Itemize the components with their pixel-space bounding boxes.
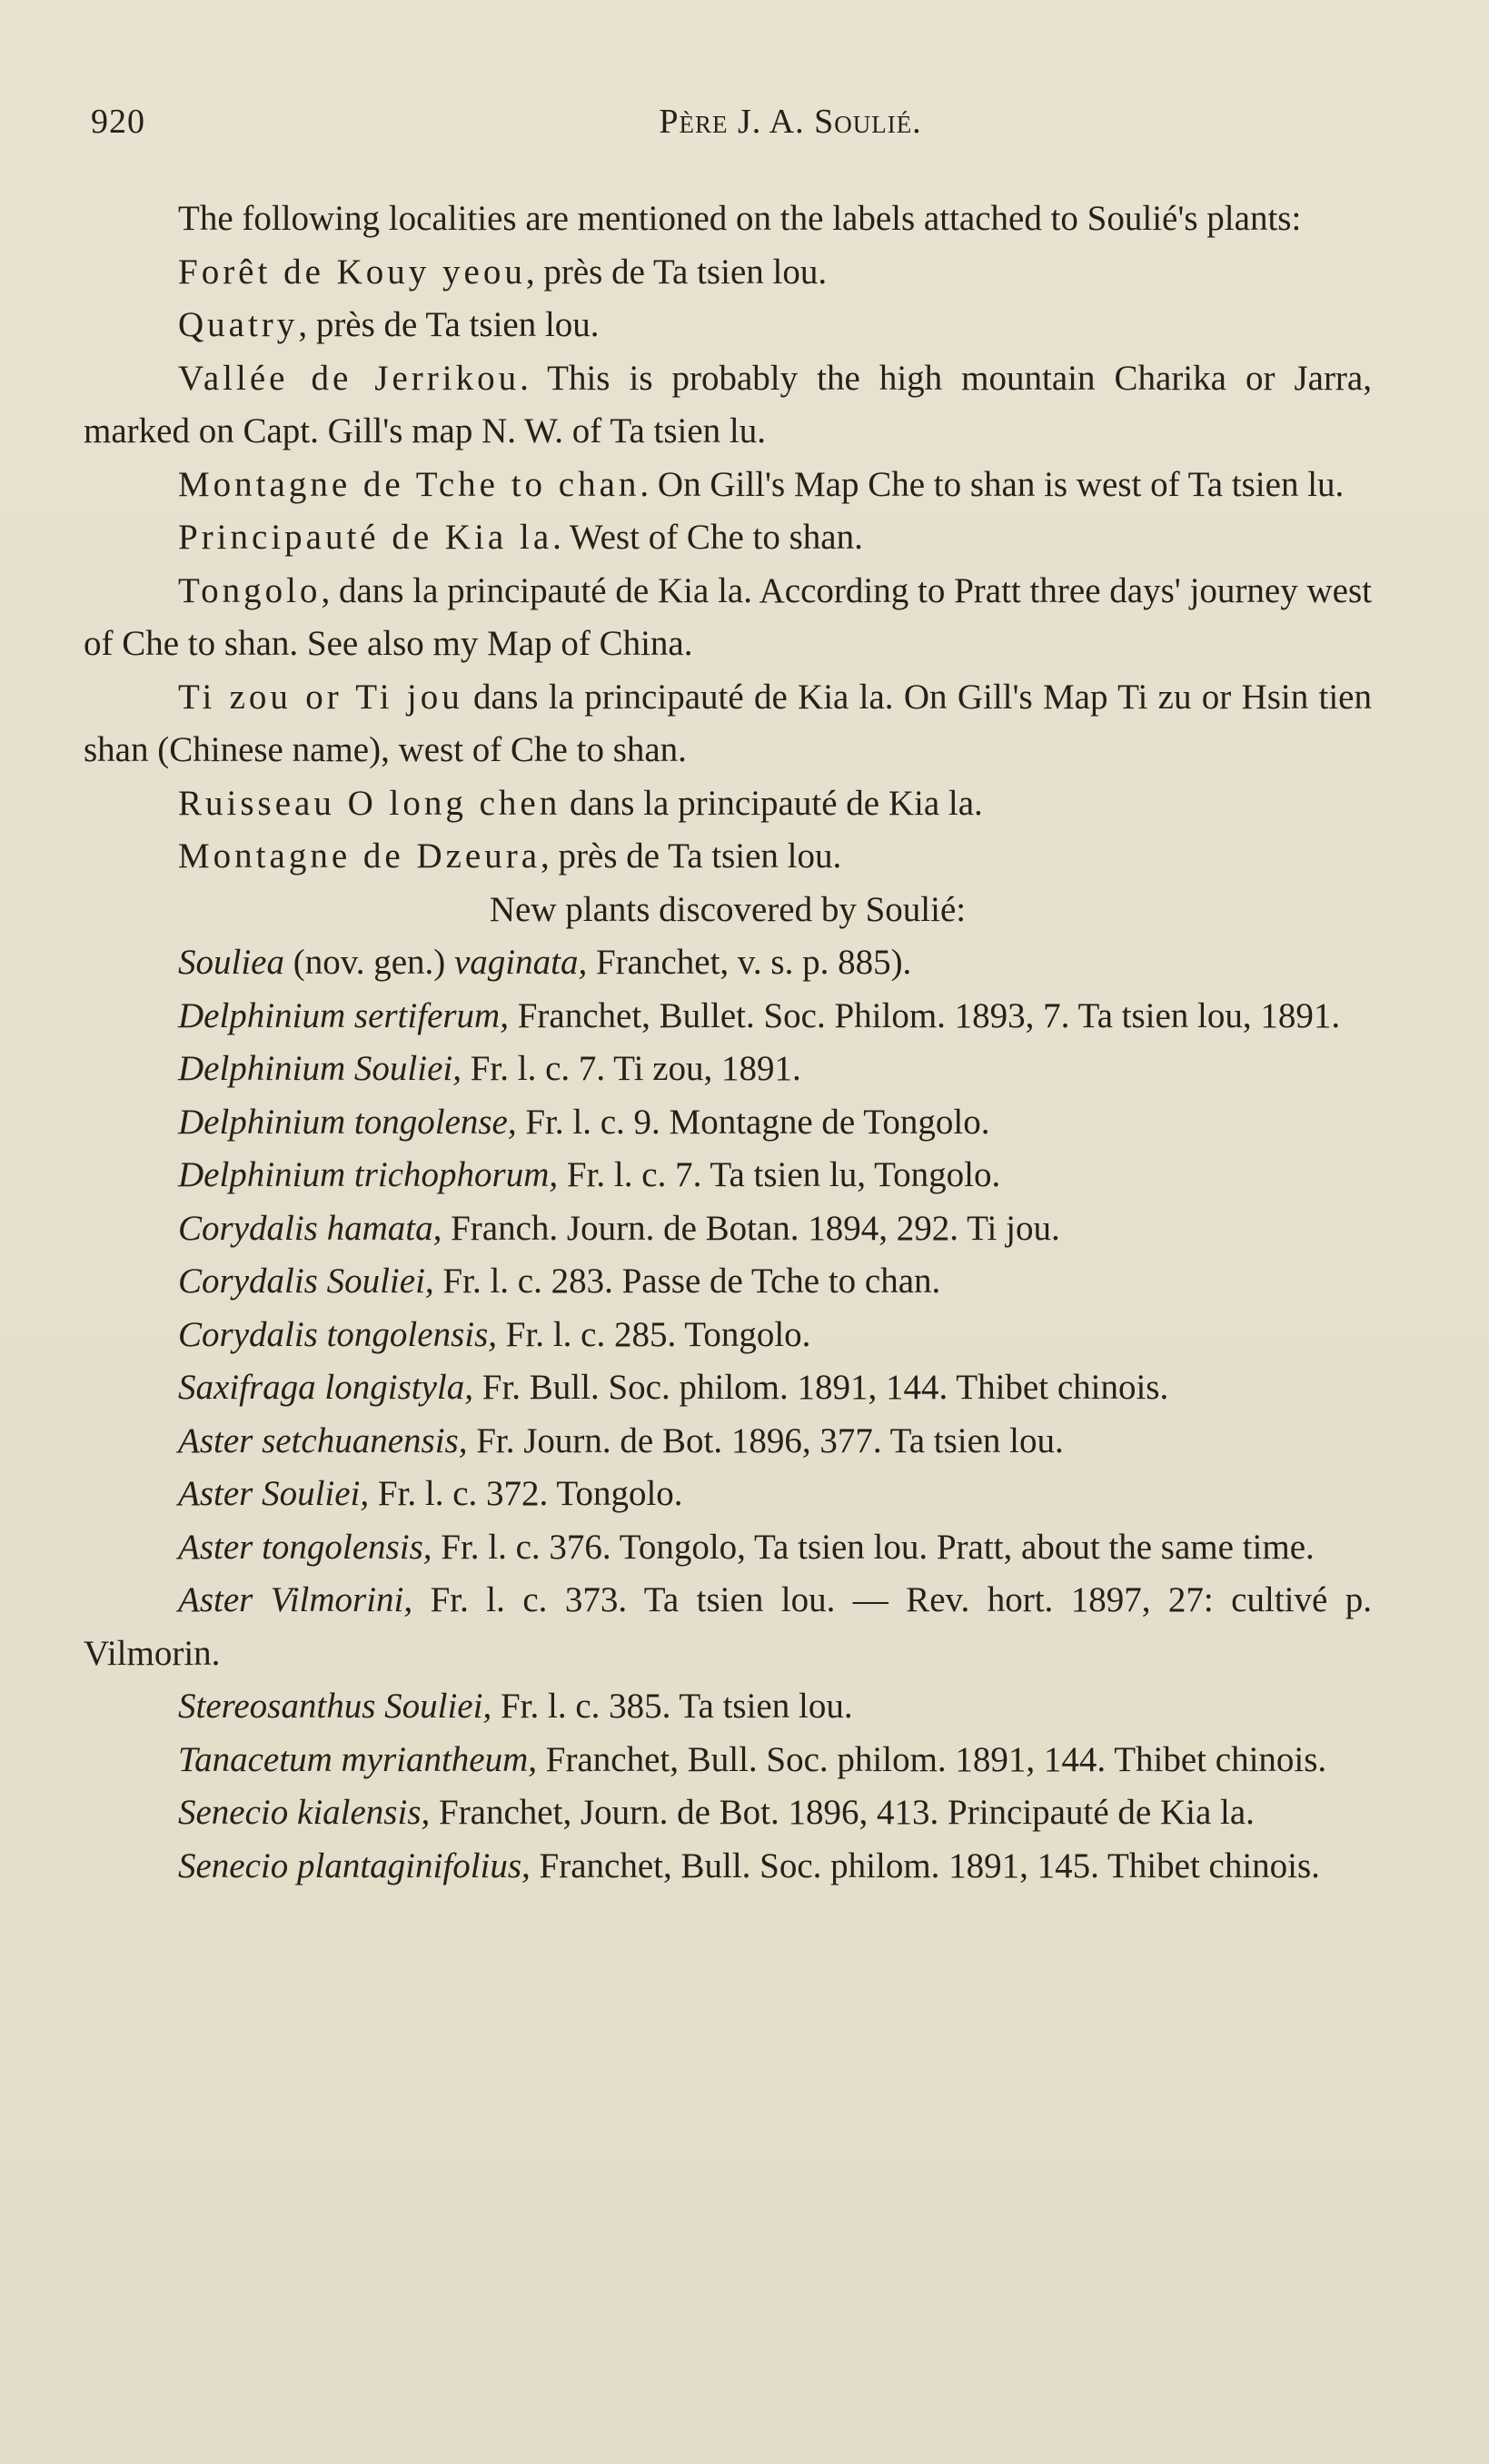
plant-entry bbox=[84, 1149, 1372, 1202]
locality-text: dans la principauté de Kia la. bbox=[561, 783, 983, 823]
plant-entry bbox=[84, 936, 1372, 990]
plant-entry bbox=[84, 1680, 1372, 1734]
intro-paragraph: The following localities are mentioned on the labels attached to Soulié's plants: bbox=[178, 199, 1302, 238]
locality-text: . West of Che to shan. bbox=[552, 518, 863, 557]
running-head: Père J. A. Soulié. bbox=[659, 103, 922, 141]
plant-entry bbox=[84, 1255, 1372, 1309]
plant-citation: Fr. l. c. 7. Ti zou, 1891. bbox=[461, 1049, 801, 1088]
plant-name: Corydalis tongolensis, bbox=[178, 1314, 498, 1354]
plant-name: Aster setchuanensis, bbox=[178, 1420, 468, 1460]
plant-species: vaginata, bbox=[454, 943, 588, 982]
locality-text: , près de Ta tsien lou. bbox=[525, 252, 828, 292]
locality-name: Montagne de Dzeura bbox=[178, 836, 541, 876]
plant-entry bbox=[84, 1096, 1372, 1150]
plant-citation: Franchet, Bull. Soc. philom. 1891, 144. Thibet chinois. bbox=[537, 1739, 1327, 1779]
plant-citation: Fr. l. c. 372. Tongolo. bbox=[369, 1474, 683, 1513]
plant-entry bbox=[84, 990, 1372, 1044]
plant-citation: Franchet, Bullet. Soc. Philom. 1893, 7. Ta tsien lou, 1891. bbox=[508, 995, 1341, 1035]
plant-name: Corydalis hamata, bbox=[178, 1208, 442, 1248]
plant-citation: Franchet, Journ. de Bot. 1896, 413. Principauté de Kia la. bbox=[430, 1793, 1255, 1832]
locality-text: , près de Ta tsien lou. bbox=[298, 305, 600, 344]
plant-genus: Souliea bbox=[178, 943, 284, 982]
plant-name: Senecio plantaginifolius, bbox=[178, 1846, 531, 1885]
plant-entry bbox=[84, 1043, 1372, 1096]
plant-name: Delphinium tongolense, bbox=[178, 1102, 517, 1142]
plant-name: Senecio kialensis, bbox=[178, 1793, 431, 1832]
locality-entry bbox=[84, 246, 1372, 300]
plant-name: Corydalis Souliei, bbox=[178, 1262, 434, 1301]
plant-name: Stereosanthus Souliei, bbox=[178, 1687, 492, 1726]
plant-citation: Fr. l. c. 385. Ta tsien lou. bbox=[491, 1687, 853, 1726]
locality-entry bbox=[84, 352, 1372, 459]
page-number: 920 bbox=[91, 103, 145, 141]
plant-citation: Fr. l. c. 376. Tongolo, Ta tsien lou. Pratt, about the same time. bbox=[432, 1527, 1315, 1567]
plant-entry bbox=[84, 1734, 1372, 1787]
locality-text: . This is probably the high mountain Charika or Jarra, marked on Capt. Gill's map N. W. of Ta tsien lu. bbox=[84, 358, 1372, 450]
plant-name: Aster Souliei, bbox=[178, 1474, 370, 1513]
plant-name: Delphinium Souliei, bbox=[178, 1049, 462, 1088]
plant-name: Aster Vilmorini, bbox=[178, 1580, 413, 1619]
plant-citation: Fr. Bull. Soc. philom. 1891, 144. Thibet chinois. bbox=[473, 1368, 1169, 1407]
page-header bbox=[91, 94, 1381, 149]
plant-name: Delphinium sertiferum, bbox=[178, 995, 509, 1035]
plant-name: Delphinium trichophorum, bbox=[178, 1155, 559, 1194]
locality-name: Forêt de Kouy yeou bbox=[178, 252, 526, 292]
locality-name: Vallée de Jerrikou bbox=[178, 358, 521, 398]
plant-citation: Franch. Journ. de Botan. 1894, 292. Ti jou. bbox=[442, 1208, 1060, 1248]
locality-text: . On Gill's Map Che to shan is west of Ta tsien lu. bbox=[640, 464, 1345, 504]
plant-entry bbox=[84, 1840, 1372, 1894]
locality-name: Ti zou or Ti jou bbox=[178, 677, 463, 717]
plant-entry bbox=[84, 1521, 1372, 1575]
plant-entry bbox=[84, 1468, 1372, 1521]
plant-name: Aster tongolensis, bbox=[178, 1527, 432, 1567]
plant-citation: Fr. l. c. 283. Passe de Tche to chan. bbox=[433, 1262, 941, 1301]
plant-entry bbox=[84, 1786, 1372, 1840]
locality-entry bbox=[84, 777, 1372, 831]
locality-entry bbox=[84, 299, 1372, 352]
plant-citation: Fr. l. c. 373. Ta tsien lou. — Rev. hort. 1897, 27: cultivé p. Vilmorin. bbox=[84, 1580, 1373, 1673]
plant-entry bbox=[84, 1361, 1372, 1415]
locality-entry bbox=[84, 511, 1372, 565]
locality-text: dans la principauté de Kia la. On Gill's Map Ti zu or Hsin tien shan (Chinese name), west of Che to shan. bbox=[84, 677, 1372, 769]
locality-entry bbox=[84, 671, 1372, 777]
locality-text: , dans la principauté de Kia la. According to Pratt three days' journey west of Che to shan. See also my Map of China. bbox=[84, 570, 1372, 663]
plant-citation: Franchet, Bull. Soc. philom. 1891, 145. Thibet chinois. bbox=[530, 1846, 1320, 1885]
locality-name: Quatry bbox=[178, 305, 299, 344]
locality-entry bbox=[84, 565, 1372, 671]
page-body bbox=[84, 193, 1372, 1893]
locality-name: Tongolo bbox=[178, 570, 322, 610]
section-heading: New plants discovered by Soulié: bbox=[489, 889, 967, 929]
plant-entry bbox=[84, 1202, 1372, 1256]
plant-note: (nov. gen.) bbox=[283, 943, 454, 982]
plant-entry bbox=[84, 1415, 1372, 1469]
locality-entry bbox=[84, 459, 1372, 512]
plant-entry bbox=[84, 1574, 1372, 1680]
plant-citation: Fr. l. c. 9. Montagne de Tongolo. bbox=[516, 1102, 990, 1142]
plant-name: Tanacetum myriantheum, bbox=[178, 1739, 538, 1779]
locality-name: Ruisseau O long chen bbox=[178, 783, 561, 823]
plant-citation: Fr. Journ. de Bot. 1896, 377. Ta tsien lou. bbox=[467, 1420, 1064, 1460]
plant-entry bbox=[84, 1309, 1372, 1362]
locality-text: , près de Ta tsien lou. bbox=[541, 836, 842, 876]
locality-name: Principauté de Kia la bbox=[178, 518, 553, 557]
plant-name: Saxifraga longistyla, bbox=[178, 1368, 473, 1407]
plant-citation: Fr. l. c. 285. Tongolo. bbox=[497, 1314, 811, 1354]
locality-entry bbox=[84, 830, 1372, 884]
plant-citation: Franchet, v. s. p. 885). bbox=[587, 943, 912, 982]
plant-citation: Fr. l. c. 7. Ta tsien lu, Tongolo. bbox=[558, 1155, 1001, 1194]
locality-name: Montagne de Tche to chan bbox=[178, 464, 640, 504]
